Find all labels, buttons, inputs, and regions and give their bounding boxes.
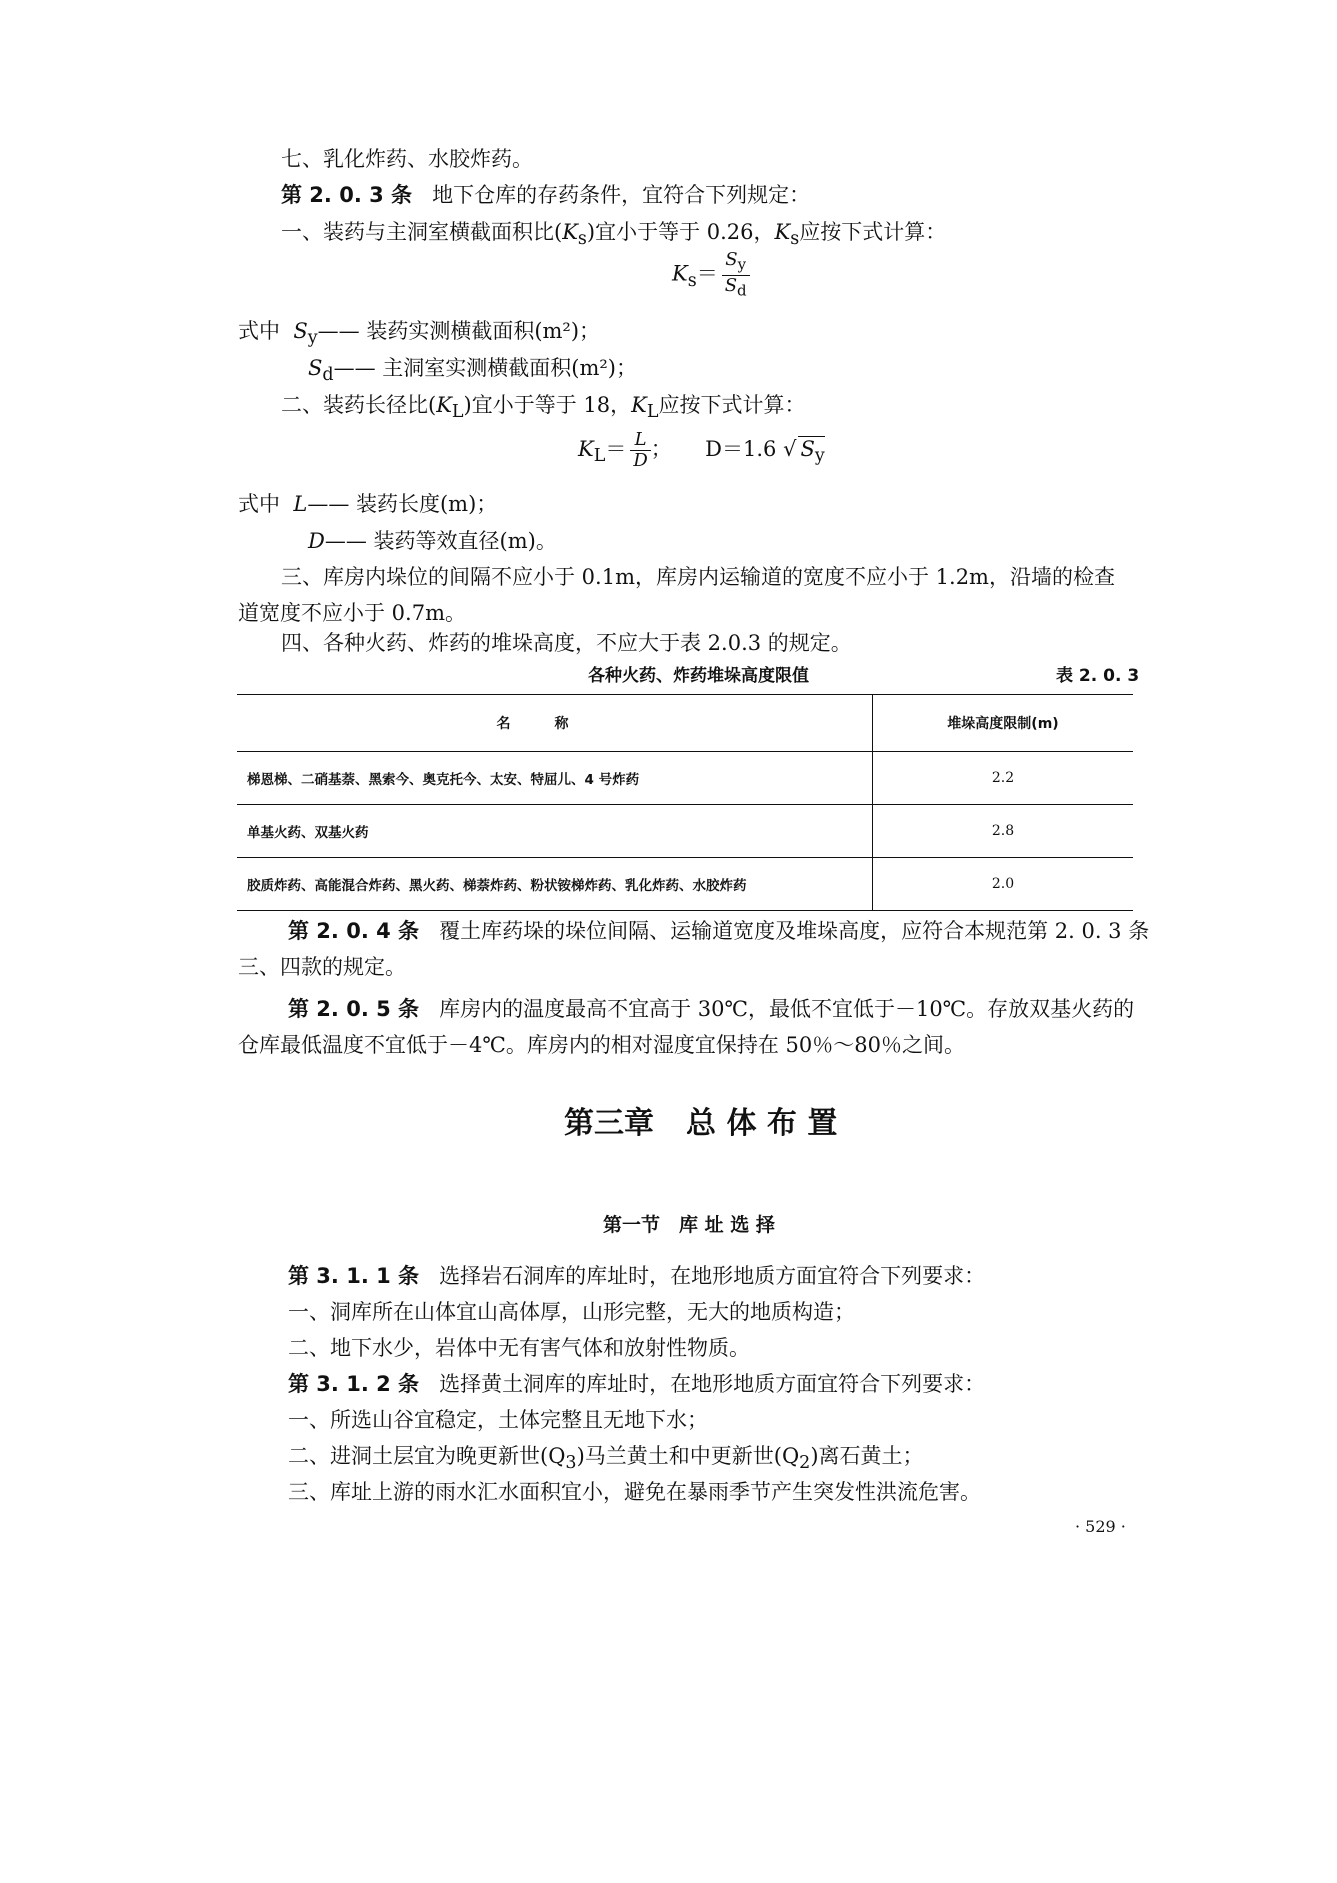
- table-row: [237, 752, 1133, 805]
- symbol: S: [293, 319, 308, 343]
- clause-1: [281, 218, 946, 253]
- clause-3-cont: 道宽度不应小于 0.7m。: [238, 601, 466, 625]
- row-name: 单基火药、双基火药: [237, 805, 873, 858]
- chapter-title: [564, 1098, 837, 1142]
- row-name: 胶质炸药、高能混合炸药、黑火药、梯萘炸药、粉状铵梯炸药、乳化炸药、水胶炸药: [237, 858, 873, 911]
- formula-kl: $K_L=$ $\frac{L}{D}$ ； D＝1.6 √ $S_y$: [578, 429, 825, 471]
- subscript: L: [646, 402, 659, 423]
- subscript: s: [790, 229, 800, 250]
- definition: —— 装药等效直径(m)。: [324, 529, 557, 553]
- clause-text: 二、装药长径比(: [281, 393, 437, 417]
- article-number: 第 2. 0. 5 条: [288, 997, 420, 1021]
- article-2-0-4-cont: 三、四款的规定。: [238, 955, 406, 979]
- symbol: K: [672, 261, 688, 286]
- table-caption: 各种火药、炸药堆垛高度限值: [588, 666, 809, 686]
- clause-text: 应按下式计算：: [658, 393, 806, 417]
- formula-rhs: D＝1.6: [705, 437, 777, 461]
- subscript: d: [737, 281, 747, 300]
- symbol: K: [774, 220, 791, 244]
- rule-item: 三、库址上游的雨水汇水面积宜小，避免在暴雨季节产生突发性洪流危害。: [288, 1480, 981, 1504]
- formula-ks: $K_s=$ $\frac{S_y}{S_d}$: [672, 250, 750, 300]
- row-value: 2.8: [873, 805, 1134, 858]
- clause-2: [281, 391, 805, 426]
- clause-text: 一、装药与主洞室横截面积比(: [281, 220, 563, 244]
- subscript: 3: [565, 1453, 577, 1474]
- fraction: [722, 250, 750, 300]
- list-item-7: 七、乳化炸药、水胶炸药。: [281, 147, 533, 171]
- symbol: K: [631, 393, 647, 417]
- symbol: K: [562, 220, 578, 244]
- symbol: S: [308, 356, 323, 380]
- fraction: [630, 430, 650, 471]
- clause-text: )宜小于等于 0.26，: [586, 220, 775, 244]
- clause-text: 应按下式计算：: [799, 220, 947, 244]
- subscript: y: [307, 328, 318, 349]
- numerator: S: [725, 249, 738, 270]
- denominator: D: [633, 450, 648, 471]
- table-row: [237, 858, 1133, 911]
- rule-item: 一、所选山谷宜稳定，土体完整且无地下水；: [288, 1408, 708, 1432]
- subscript: s: [687, 270, 697, 291]
- article-3-1-2: [288, 1370, 985, 1398]
- subscript: L: [451, 402, 464, 423]
- subscript: s: [577, 229, 587, 250]
- symbol: K: [578, 437, 594, 461]
- article-number: 第 2. 0. 3 条: [281, 183, 413, 207]
- row-name: 梯恩梯、二硝基萘、黑索今、奥克托今、太安、特屈儿、4 号炸药: [237, 752, 873, 805]
- article-3-1-1: [288, 1262, 985, 1290]
- subscript: L: [593, 446, 606, 467]
- sqrt-term: [798, 436, 824, 466]
- definition: —— 装药实测横截面积(m²)；: [317, 319, 601, 343]
- where-label: 式中: [238, 319, 280, 343]
- article-number: 第 3. 1. 1 条: [288, 1264, 420, 1288]
- rule-text: )离石黄土；: [810, 1444, 924, 1468]
- article-text: 选择黄土洞库的库址时，在地形地质方面宜符合下列要求：: [439, 1372, 986, 1396]
- section-title: 第一节 库 址 选 择: [603, 1214, 775, 1236]
- article-2-0-5-cont: 仓库最低温度不宜低于－4℃。库房内的相对湿度宜保持在 50％～80％之间。: [238, 1033, 965, 1057]
- header-name: 名称: [237, 695, 873, 752]
- chapter-name: 总 体 布 置: [686, 1106, 838, 1141]
- denominator: S: [724, 274, 738, 296]
- numerator: L: [634, 429, 647, 450]
- definition: —— 主洞室实测横截面积(m²)；: [333, 356, 637, 380]
- article-text: 库房内的温度最高不宜高于 30℃，最低不宜低于－10℃。存放双基火药的: [439, 997, 1135, 1021]
- clause-3: 三、库房内垛位的间隔不应小于 0.1m，库房内运输道的宽度不应小于 1.2m，沿墙的检查: [281, 565, 1115, 589]
- article-number: 第 2. 0. 4 条: [288, 919, 420, 943]
- where-l: [238, 490, 497, 518]
- article-2-0-4: [288, 917, 1149, 945]
- chapter-label: 第三章: [564, 1106, 654, 1141]
- clause-text: )宜小于等于 18，: [463, 393, 632, 417]
- rule-text: 二、进洞土层宜为晚更新世(Q: [288, 1444, 566, 1468]
- subscript: d: [322, 365, 334, 386]
- clause-4: 四、各种火药、炸药的堆垛高度，不应大于表 2.0.3 的规定。: [281, 631, 852, 655]
- separator: ；: [650, 437, 672, 461]
- article-2-0-3: [281, 181, 810, 209]
- article-number: 第 3. 1. 2 条: [288, 1372, 420, 1396]
- table-row: [237, 805, 1133, 858]
- rule-item: 二、地下水少，岩体中无有害气体和放射性物质。: [288, 1336, 750, 1360]
- subscript: y: [814, 446, 825, 467]
- subscript: y: [737, 255, 747, 274]
- stacking-height-table: [237, 694, 1133, 911]
- where-d: [308, 527, 557, 555]
- symbol: K: [436, 393, 452, 417]
- header-value: 堆垛高度限制(m): [873, 695, 1134, 752]
- row-value: 2.0: [873, 858, 1134, 911]
- article-text: 地下仓库的存药条件，宜符合下列规定：: [432, 183, 811, 207]
- table-header-row: [237, 695, 1133, 752]
- where-label: 式中: [238, 492, 280, 516]
- where-sy: [238, 317, 600, 352]
- symbol: L: [293, 492, 308, 516]
- page-number: · 529 ·: [1075, 1517, 1126, 1536]
- where-sd: [308, 354, 637, 389]
- subscript: 2: [799, 1453, 811, 1474]
- article-2-0-5: [288, 995, 1134, 1023]
- rule-item: 一、洞库所在山体宜山高体厚，山形完整，无大的地质构造；: [288, 1300, 855, 1324]
- table-number: 表 2. 0. 3: [1056, 666, 1140, 686]
- symbol: D: [308, 529, 325, 553]
- rule-text: )马兰黄土和中更新世(Q: [576, 1444, 800, 1468]
- article-text: 覆土库药垛的垛位间隔、运输道宽度及堆垛高度，应符合本规范第 2. 0. 3 条: [439, 919, 1150, 943]
- article-text: 选择岩石洞库的库址时，在地形地质方面宜符合下列要求：: [439, 1264, 986, 1288]
- row-value: 2.2: [873, 752, 1134, 805]
- symbol: S: [800, 437, 815, 461]
- rule-item: [288, 1442, 924, 1477]
- definition: —— 装药长度(m)；: [307, 492, 498, 516]
